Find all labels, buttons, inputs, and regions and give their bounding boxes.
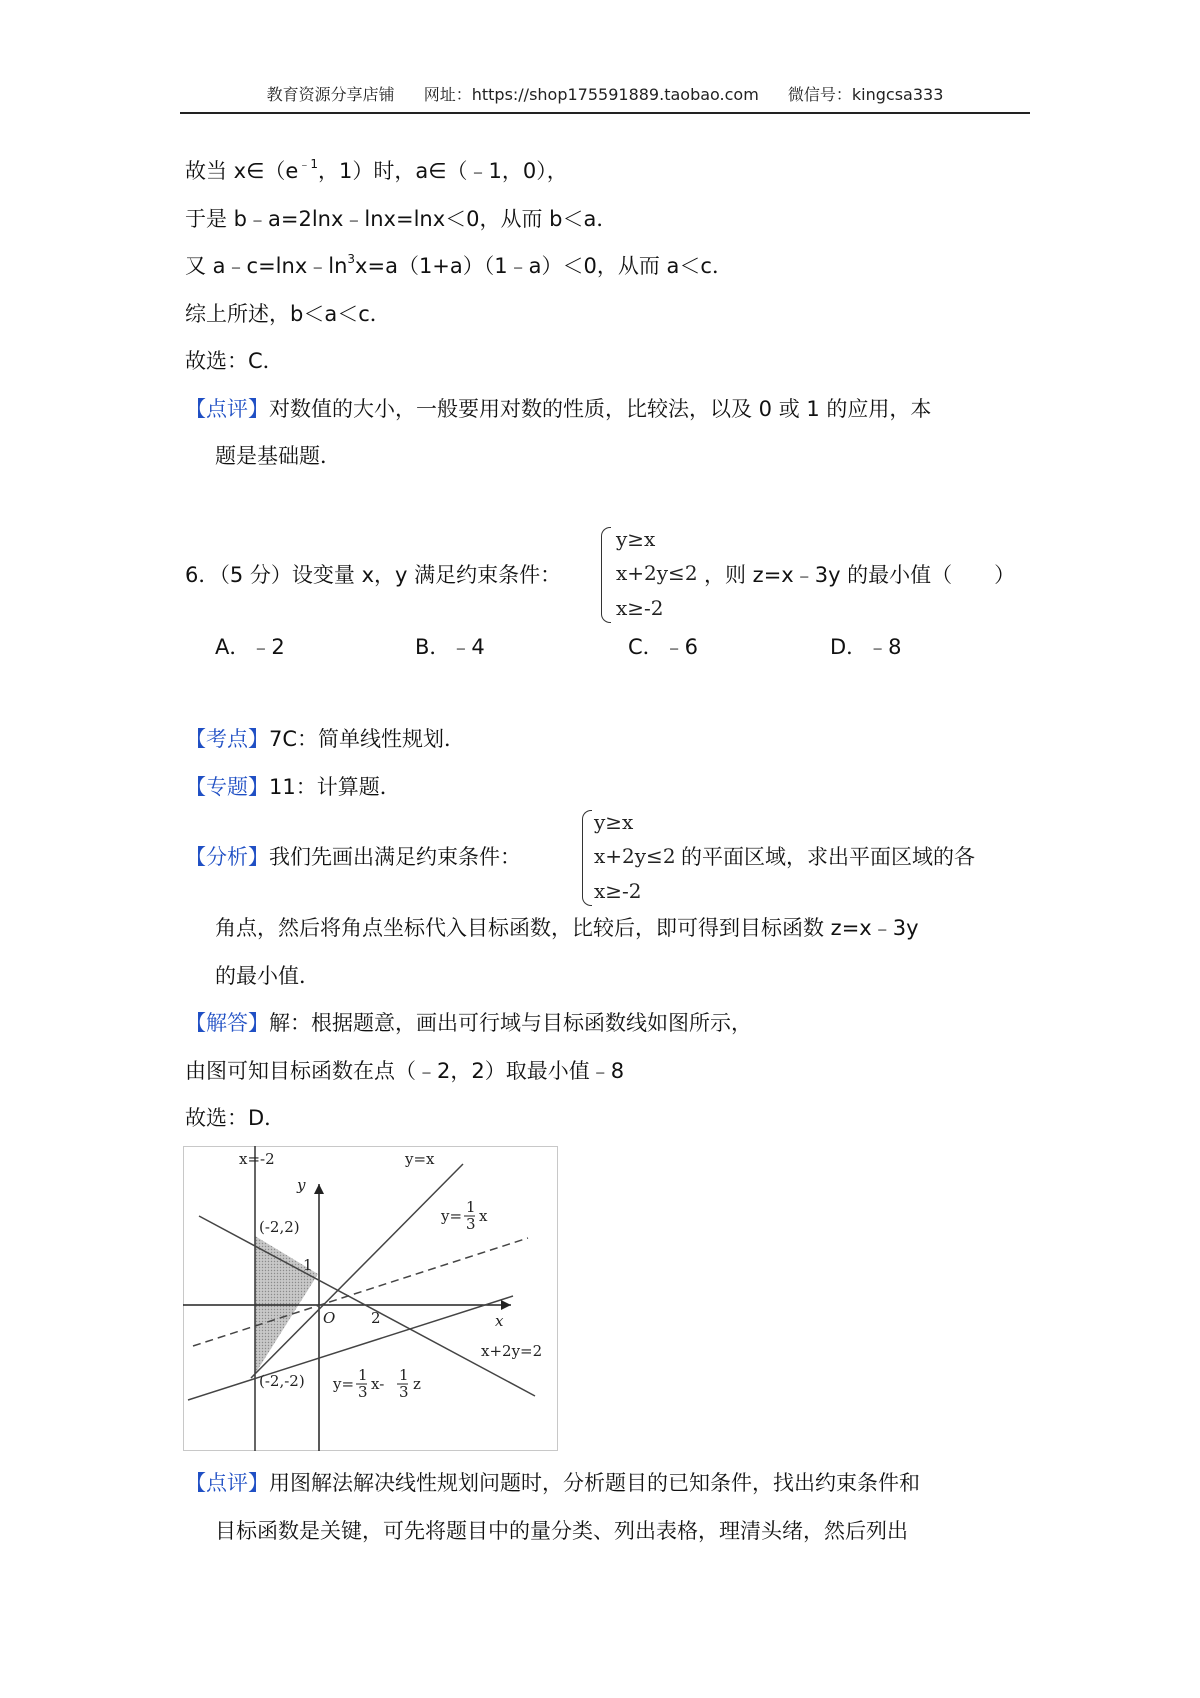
label-y-axis: y (297, 1176, 306, 1194)
final-review-text: 用图解法解决线性规划问题时，分析题目的已知条件，找出约束条件和 (269, 1471, 920, 1495)
zhuanti-text: 11：计算题． (269, 775, 401, 799)
prev-line-1 (185, 156, 568, 186)
q6-constraint-1: y≥x (616, 527, 656, 551)
final-review-line-1 (185, 1468, 920, 1498)
solution-line-3: 故选：D． (185, 1106, 286, 1130)
jieda-text: 解：根据题意，画出可行域与目标函数线如图所示， (269, 1011, 752, 1035)
label-dash-frac-den: 3 (466, 1215, 476, 1233)
figure-frame (184, 1147, 558, 1451)
label-dash-y: y= (441, 1207, 463, 1225)
label-obj-frac2-den: 3 (399, 1383, 409, 1401)
fenxi-constraint-3: x≥-2 (594, 879, 642, 903)
label-y-eq-x: y=x (405, 1150, 435, 1168)
review-text: 对数值的大小，一般要用对数的性质，比较法，以及 0 或 1 的应用，本 (269, 397, 932, 421)
fenxi-brace (582, 810, 592, 906)
label-dash-x: x (479, 1207, 488, 1225)
kaodian-text: 7C：简单线性规划． (269, 727, 466, 751)
jieda-tag: 【解答】 (185, 1011, 269, 1035)
final-review-tag: 【点评】 (185, 1471, 269, 1495)
fenxi-line-3: 的最小值． (215, 964, 320, 988)
jieda-line (185, 1008, 752, 1038)
fenxi-constraint-2: x+2y≤2 (594, 844, 676, 868)
label-dash-frac-num: 1 (466, 1198, 476, 1216)
option-c: C．﹣6 (628, 635, 699, 659)
q6-prefix: 6．（5 分）设变量 x，y 满足约束条件： (185, 563, 562, 587)
solution-line-2: 由图可知目标函数在点（﹣2，2）取最小值﹣8 (185, 1059, 625, 1083)
label-obj-y: y= (333, 1375, 355, 1393)
q6-constraint-2: x+2y≤2 (616, 561, 698, 585)
prev-line-1-a: 故当 x∈（e (185, 159, 299, 183)
prev-review-line-1 (185, 394, 931, 424)
option-d: D．﹣8 (830, 635, 902, 659)
label-x-eq-neg2: x=-2 (239, 1150, 275, 1168)
label-obj-frac1-den: 3 (358, 1383, 368, 1401)
wechat-id: 微信号：kingcsa333 (787, 85, 944, 104)
label-obj-frac1-num: 1 (358, 1366, 368, 1384)
label-obj-z: z (413, 1375, 421, 1393)
feasible-region-figure (183, 1146, 558, 1451)
option-a: A．﹣2 (215, 635, 285, 659)
page-header (180, 84, 1030, 114)
zhuanti-line (185, 772, 401, 802)
q6-constraint-3: x≥-2 (616, 596, 664, 620)
prev-line-3 (185, 251, 733, 281)
review-tag: 【点评】 (185, 397, 269, 421)
label-x-plus-2y-eq-2: x+2y=2 (481, 1342, 543, 1360)
final-review-line-2: 目标函数是关键，可先将题目中的量分类、列出表格，理清头绪，然后列出 (215, 1519, 908, 1543)
prev-line-5: 故选：C． (185, 349, 284, 373)
kaodian-tag: 【考点】 (185, 727, 269, 751)
option-b: B．﹣4 (415, 635, 485, 659)
fenxi-constraint-1: y≥x (594, 810, 634, 834)
label-obj-x: x- (371, 1375, 385, 1393)
prev-line-3-a: 又 a﹣c=lnx﹣ln (185, 254, 348, 278)
prev-review-line-2: 题是基础题． (215, 444, 341, 468)
label-obj-frac2-num: 1 (399, 1366, 409, 1384)
q6-suffix: ，则 z=x﹣3y 的最小值（ ） (704, 563, 1016, 587)
prev-line-3-sup: 3 (347, 252, 356, 266)
q6-brace (601, 527, 611, 623)
label-point-neg2-neg2: (-2,-2) (259, 1372, 305, 1390)
label-origin: O (323, 1309, 336, 1327)
label-point-neg2-2: (-2,2) (259, 1218, 300, 1236)
zhuanti-tag: 【专题】 (185, 775, 269, 799)
prev-line-2: 于是 b﹣a=2lnx﹣lnx=lnx＜0，从而 b＜a． (185, 207, 618, 231)
shop-name: 教育资源分享店铺 (266, 85, 395, 104)
kaodian-line (185, 724, 465, 754)
fenxi-tag: 【分析】 (185, 845, 269, 869)
fenxi-line-2: 角点，然后将角点坐标代入目标函数，比较后，即可得到目标函数 z=x﹣3y (215, 916, 919, 940)
label-tick-2: 2 (371, 1309, 381, 1327)
fenxi-line-1 (185, 842, 521, 872)
label-tick-1: 1 (303, 1256, 313, 1274)
prev-line-4: 综上所述，b＜a＜c． (185, 302, 391, 326)
shop-url[interactable]: 网址：https://shop175591889.taobao.com (423, 85, 759, 104)
label-x-axis: x (495, 1312, 504, 1330)
fenxi-text-b: 的平面区域，求出平面区域的各 (681, 845, 975, 869)
prev-line-1-sup: ﹣1 (298, 157, 318, 171)
fenxi-text-a: 我们先画出满足约束条件： (269, 845, 521, 869)
prev-line-3-b: x=a（1+a）（1﹣a）＜0，从而 a＜c． (355, 254, 733, 278)
prev-line-1-b: ，1）时，a∈（﹣1，0）， (317, 159, 568, 183)
